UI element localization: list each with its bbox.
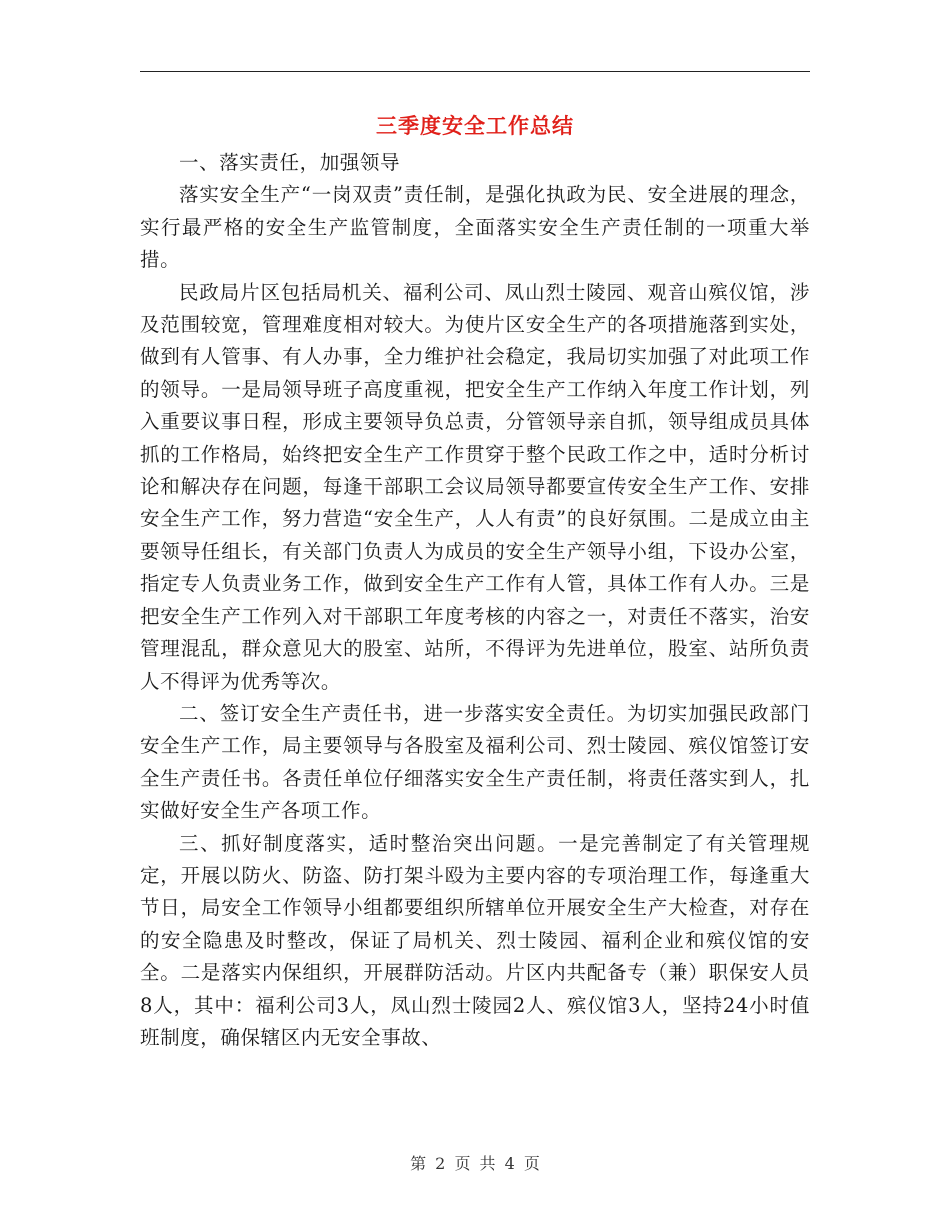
body-paragraph: 二、签订安全生产责任书，进一步落实安全责任。为切实加强民政部门安全生产工作，局主要领导与各股室及福利公司、烈士陵园、殡仪馆签订安全生产责任书。各责任单位仔细落实安全生产责任制，将责任落实到人，扎实做好安全生产各项工作。 <box>140 701 810 823</box>
body-paragraph: 落实安全生产“一岗双责”责任制，是强化执政为民、安全进展的理念，实行最严格的安全生产监管制度，全面落实安全生产责任制的一项重大举措。 <box>140 183 810 272</box>
section-heading-1: 一、落实责任，加强领导 <box>179 151 401 174</box>
document-body <box>140 147 810 1054</box>
body-paragraph: 三、抓好制度落实，适时整治突出问题。一是完善制定了有关管理规定，开展以防火、防盗、防打架斗殴为主要内容的专项治理工作，每逢重大节日，局安全工作领导小组都要组织所辖单位开展安全生产大检查，对存在的安全隐患及时整改，保证了局机关、烈士陵园、福利企业和殡仪馆的安全。二是落实内保组织，开展群防活动。片区内共配备专（兼）职保安人员8人，其中：福利公司3人，凤山烈士陵园2人、殡仪馆3人，坚持24小时值班制度，确保辖区内无安全事故、 <box>140 831 810 1049</box>
header-rule <box>140 71 810 72</box>
body-paragraph: 民政局片区包括局机关、福利公司、凤山烈士陵园、观音山殡仪馆，涉及范围较宽，管理难度相对较大。为使片区安全生产的各项措施落到实处，做到有人管事、有人办事，全力维护社会稳定，我局切实加强了对此项工作的领导。一是局领导班子高度重视，把安全生产工作纳入年度工作计划，列入重要议事日程，形成主要领导负总责，分管领导亲自抓，领导组成员具体抓的工作格局，始终把安全生产工作贯穿于整个民政工作之中，适时分析讨论和解决存在问题，每逢干部职工会议局领导都要宣传安全生产工作、安排安全生产工作，努力营造“安全生产，人人有责”的良好氛围。二是成立由主要领导任组长，有关部门负责人为成员的安全生产领导小组，下设办公室，指定专人负责业务工作，做到安全生产工作有人管，具体工作有人办。三是把安全生产工作列入对干部职工年度考核的内容之一，对责任不落实，治安管理混乱，群众意见大的股室、站所，不得评为先进单位，股室、站所负责人不得评为优秀等次。 <box>140 280 810 693</box>
page-footer: 第 2 页 共 4 页 <box>410 1154 540 1173</box>
document-title: 三季度安全工作总结 <box>376 114 574 138</box>
